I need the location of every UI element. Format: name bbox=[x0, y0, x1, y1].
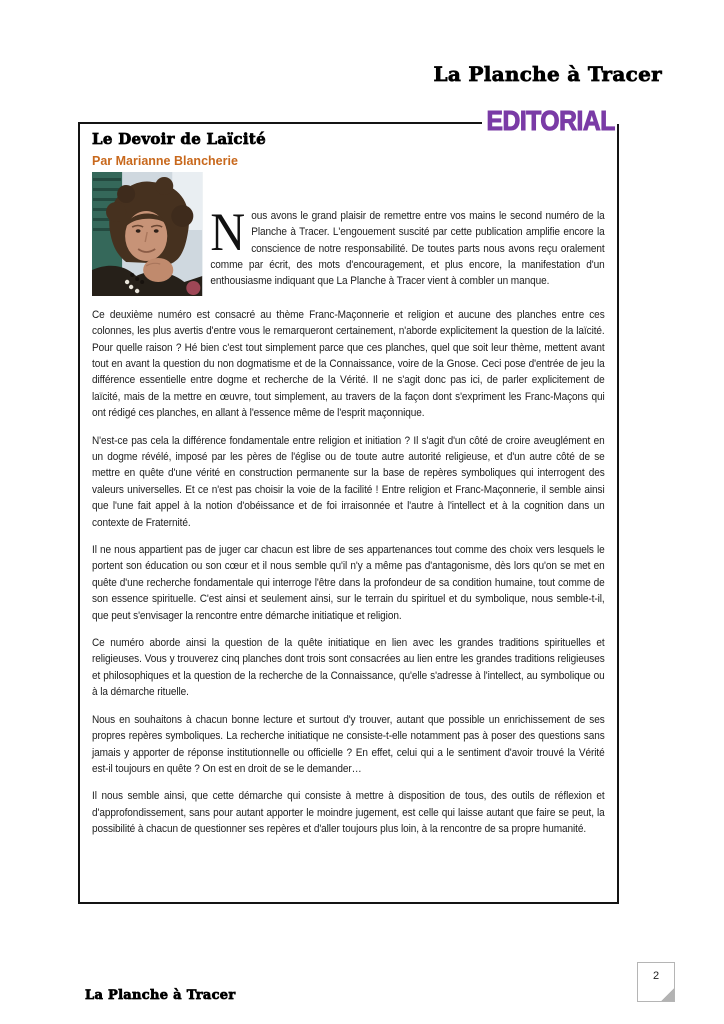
author-photo bbox=[92, 172, 202, 296]
paragraph: Il ne nous appartient pas de juger car chacun est libre de ses appartenances tout comme des choix vers lesquels le portent son éducation ou son cœur et il nous semble qu'il n'y a même pas d'antagonisme, dès lors qu'on se met en quête d'une recherche fondamentale qui interroge l'être dans la profondeur de sa condition humaine, tout comme de son essence spirituelle. C'est ainsi et seulement ainsi, sur le terrain du spirituel et du symbolique, nous semble-t-il, que peut s'envisager la rencontre entre démarche initiatique et religion. bbox=[92, 544, 605, 622]
footer-title: La Planche à Tracer bbox=[85, 988, 236, 1003]
article-title: Le Devoir de Laïcité bbox=[92, 130, 266, 148]
editorial-label: EDITORIAL bbox=[483, 107, 615, 135]
editorial-box bbox=[78, 105, 619, 904]
intro-paragraph-text: ous avons le grand plaisir de remettre entre vos mains le second numéro de la Planche à Tracer. L'engouement suscité par cette publication amplifie encore la conscience de notre responsabilité. De toutes parts nous avons reçu oralement comme par écrit, des mots d'encouragement, et plus encore, la manifestation d'un enthousiasme indiquant que La Planche à Tracer vient à combler un manque. bbox=[210, 209, 605, 288]
folded-corner-icon bbox=[661, 988, 674, 1001]
paragraph: Nous en souhaitons à chacun bonne lecture et surtout d'y trouver, autant que possible un enrichissement de ses propres repères symboliques. La recherche initiatique ne consiste-t-elle notamment pas à poser des questions sans jamais y apporter de réponse institutionnelle ou officielle ? En effet, celui qui a le sentiment d'avoir trouvé la Vérité est-il toujours en quête ? On est en droit de se le demander… bbox=[92, 713, 605, 775]
article-byline: Par Marianne Blancherie bbox=[92, 153, 238, 168]
box-top-border bbox=[78, 122, 482, 124]
paragraph: Il nous semble ainsi, que cette démarche qui consiste à mettre à disposition de tous, des outils de réflexion et d'approfondissement, sans pour autant apporter le moindre jugement, est celle qui laisse autant que faire se peut, la possibilité à chacun de questionner ses repères et d'aller toujours plus loin, à la rencontre de sa propre humanité. bbox=[92, 790, 605, 836]
paragraph: Ce numéro aborde ainsi la question de la quête initiatique en lien avec les grandes traditions spirituelles et religieuses. Vous y trouverez cinq planches dont trois sont consacrées au lien entre les grandes traditions religieuses et philosophiques et la question de la recherche de la Connaissance, qu'elle s'adresse à l'intellect, au symbolique ou à la démarche rituelle. bbox=[92, 637, 605, 699]
author-photo-illustration bbox=[92, 172, 202, 296]
paragraph: Ce deuxième numéro est consacré au thème Franc-Maçonnerie et religion et aucune des planches entre ces colonnes, les plus avertis d'entre vous le remarqueront certainement, n'aborde explicitement la question de la laïcité. Pour quelle raison ? Hé bien c'est tout simplement parce que ces planches, quel que soit leur thème, mettent avant tout en avant la question du non dogmatisme et de la Connaissance, voire de la Gnose. Ceci pose d'entrée de jeu la différence essentielle entre dogme et recherche de la Vérité. Il ne s'agit donc pas ici, de parler explicitement de laïcité, mais de la mettre en œuvre, tout simplement, au travers de la façon dont s'expriment les Franc-Maçons qui ont rédigé ces planches, en allant à l'essence même de l'esprit maçonnique. bbox=[92, 308, 605, 420]
drop-cap: N bbox=[210, 201, 245, 262]
article-body bbox=[92, 170, 605, 838]
header-title: La Planche à Tracer bbox=[433, 62, 662, 86]
intro-paragraph bbox=[210, 201, 605, 290]
page-number-badge bbox=[637, 962, 675, 1002]
page-number: 2 bbox=[652, 970, 660, 982]
paragraph: N'est-ce pas cela la différence fondamentale entre religion et initiation ? Il s'agit d'un côté de croire aveuglément en un dogme révélé, imposé par les pères de l'église ou de toute autre autorité religieuse, et d'un autre côté de se mettre en quête d'une vérité en construction permanente sur la base de repères symboliques qui interrogent des valeurs universelles. Et ce n'est pas choisir la voie de la facilité ! Entre religion et Franc-Maçonnerie, il semble ainsi que l'une fait appel à la notion d'obéissance et de foi irraisonnée et l'autre à l'intellect et à la cognition dans un contexte de Fraternité. bbox=[92, 434, 605, 529]
intro-row bbox=[92, 170, 605, 296]
editorial-content bbox=[80, 124, 617, 838]
